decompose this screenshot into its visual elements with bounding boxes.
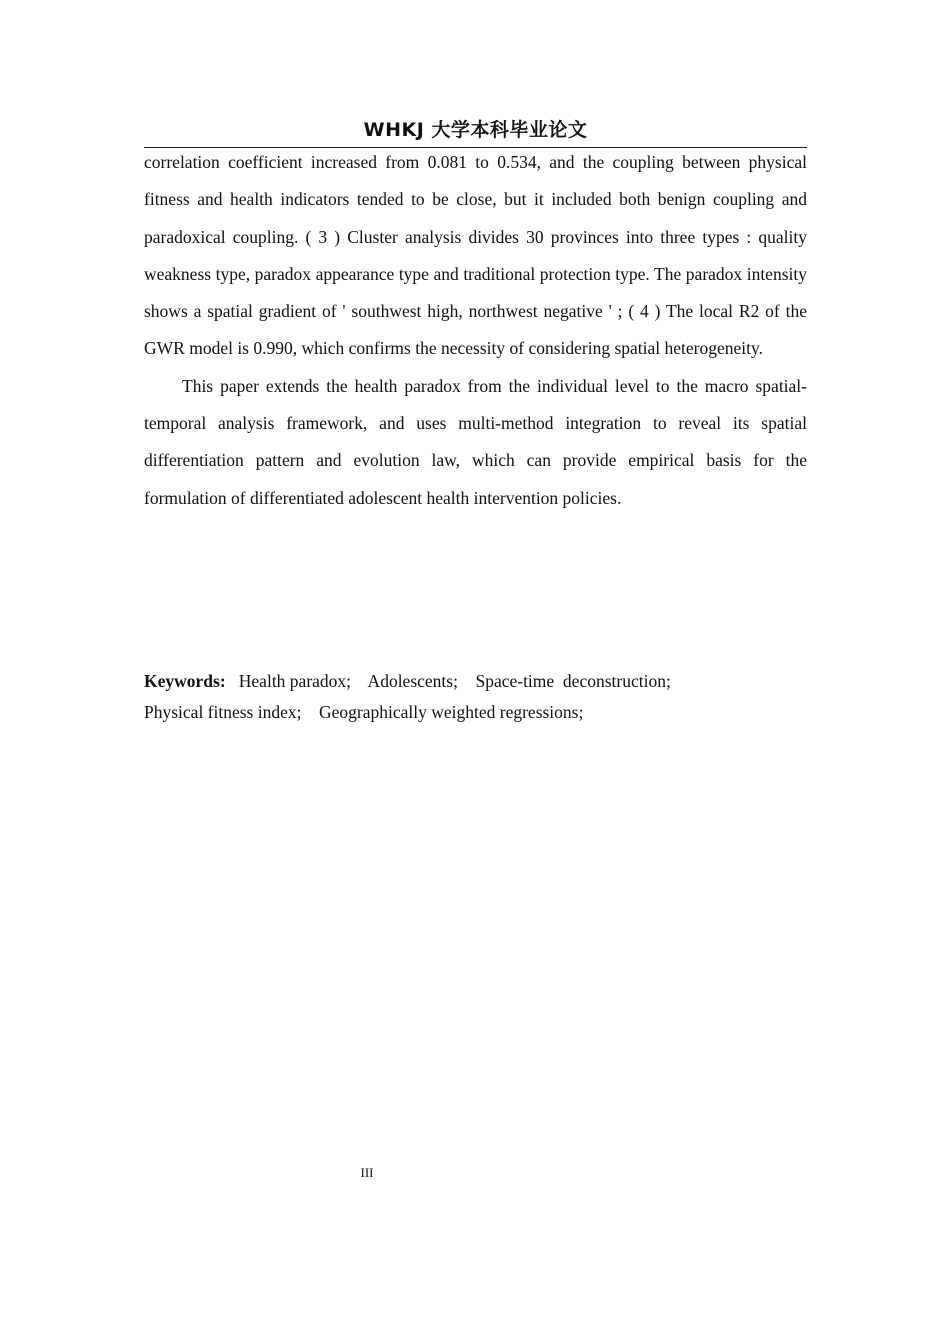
keywords-label: Keywords:	[144, 671, 226, 691]
paragraph-conclusion: This paper extends the health paradox from the individual level to the macro spatial-temporal analysis framework, and uses multi-method integration to reveal its spatial differentiation pattern and evolution law, which can provide empirical basis for the formulation of differentiated adolescent health intervention policies.	[144, 375, 807, 508]
paragraph-continuation: correlation coefficient increased from 0.081 to 0.534, and the coupling between physical fitness and health indicators tended to be close, but it included both benign coupling and paradoxical coupling. ( 3 ) Cluster analysis divides 30 provinces into three types : quality weakness type, paradox appearance type and traditional protection type. The paradox intensity shows a spatial gradient of ' southwest high, northwest negative ' ; ( 4 ) The local R2 of the GWR model is 0.990, which confirms the necessity of considering spatial heterogeneity.	[144, 152, 807, 359]
keywords-line-1: Health paradox; Adolescents; Space-time deconstruction;	[238, 671, 671, 691]
page-header-title: WHKJ 大学本科毕业论文	[363, 119, 588, 141]
keywords-line-2: Physical fitness index; Geographically weighted regressions;	[144, 702, 584, 722]
abstract-body	[144, 144, 807, 517]
keywords-block	[144, 666, 807, 728]
page-number: III	[360, 1165, 374, 1180]
